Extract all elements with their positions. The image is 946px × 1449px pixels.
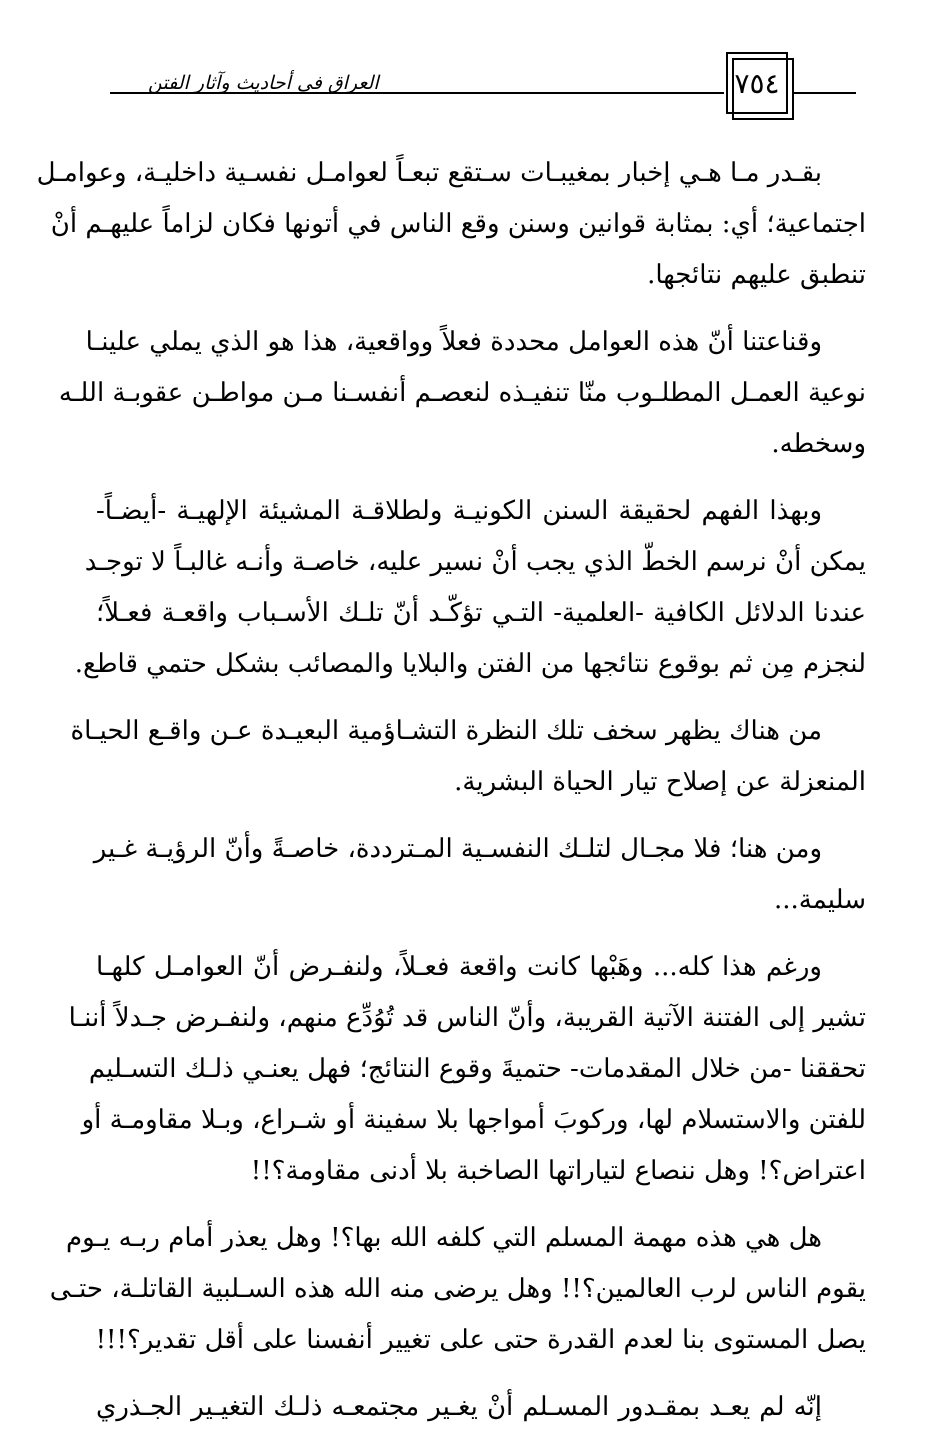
text-line: تحققنا -من خلال المقدمات- حتميةَ وقوع النتائج؛ فهل يعنـي ذلـك التسـليم <box>88 1054 866 1084</box>
text-line: وسخطه. <box>771 429 866 459</box>
text-line: ومن هنا؛ فلا مجـال لتلـك النفسـية المـترددة، خاصـةً وأنّ الرؤيـة غـير <box>93 834 822 864</box>
paragraph <box>70 706 866 808</box>
text-line: نوعية العمـل المطلـوب منّا تنفيـذه لنعصـم أنفسـنا مـن مواطـن عقوبـة اللـه <box>58 378 866 408</box>
text-line: ورغم هذا كله... وهَبْها كانت واقعة فعـلاً، ولنفـرض أنّ العوامـل كلهـا <box>96 952 822 982</box>
text-line: تنطبق عليهم نتائجها. <box>647 260 866 290</box>
text-line: بقـدر مـا هـي إخبار بمغيبـات سـتقع تبعـاً لعوامـل نفسـية داخليـة، وعوامـل <box>36 158 822 188</box>
text-line: للفتن والاستسلام لها، وركوبَ أمواجها بلا سفينة أو شـراع، وبـلا مقاومـة أو <box>81 1105 866 1135</box>
text-line: تشير إلى الفتنة الآتية القريبة، وأنّ الناس قد تُوُدِّع منهم، ولنفـرض جـدلاً أننـا <box>68 1003 866 1033</box>
paragraph <box>36 148 866 301</box>
text-line: وقناعتنا أنّ هذه العوامل محددة فعلاً وواقعية، هذا هو الذي يملي علينـا <box>85 327 822 357</box>
paragraph <box>93 824 866 926</box>
text-line: اعتراض؟! وهل ننصاع لتياراتها الصاخبة بلا أدنى مقاومة؟!! <box>250 1156 866 1186</box>
text-line: لنجزم مِن ثم بوقوع نتائجها من الفتن والبلايا والمصائب بشكل حتمي قاطع. <box>74 649 866 679</box>
text-line: عندنا الدلائل الكافية -العلمية- التـي تؤكّـد أنّ تلـك الأسـباب واقعـة فعـلاً؛ <box>96 598 866 628</box>
text-line: المنعزلة عن إصلاح تيار الحياة البشرية. <box>454 767 866 797</box>
running-title: العراق في أحاديث وآثار الفتن <box>148 72 379 94</box>
text-line: سليمة... <box>773 885 866 915</box>
text-line: هل هي هذه مهمة المسلم التي كلفه الله بها؟! وهل يعذر أمام ربـه يـوم <box>65 1223 822 1253</box>
text-line: يصل المستوى بنا لعدم القدرة حتى على تغيير أنفسنا على أقل تقدير؟!!! <box>95 1325 866 1355</box>
text-line: من هناك يظهر سخف تلك النظرة التشـاؤمية البعيـدة عـن واقـع الحيـاة <box>70 716 822 746</box>
page-number: ٧٥٤ <box>734 66 780 100</box>
text-line: إنّه لم يعـد بمقـدور المسـلم أنْ يغـير مجتمعـه ذلـك التغيـير الجـذري <box>96 1392 822 1422</box>
paragraph <box>96 1382 866 1433</box>
text-line: يقوم الناس لرب العالمين؟!! وهل يرضى منه الله هذه السـلبية القاتلـة، حتـى <box>49 1274 866 1304</box>
paragraph <box>58 317 866 470</box>
page-number-box <box>726 52 788 114</box>
text-line: يمكن أنْ نرسم الخطّ الذي يجب أنْ نسير عليه، خاصـة وأنـه غالبـاً لا توجـد <box>84 547 866 577</box>
text-line: اجتماعية؛ أي: بمثابة قوانين وسنن وقع الناس في أتونها فكان لزاماً عليهـم أنْ <box>50 209 866 239</box>
header-rule-right <box>794 92 856 94</box>
paragraph <box>49 1213 866 1366</box>
paragraph <box>74 486 866 690</box>
paragraph <box>68 942 866 1197</box>
body-text <box>36 148 866 1449</box>
text-line: وبهذا الفهم لحقيقة السنن الكونيـة ولطلاقـة المشيئة الإلهيـة -أيضـاً- <box>96 496 822 526</box>
